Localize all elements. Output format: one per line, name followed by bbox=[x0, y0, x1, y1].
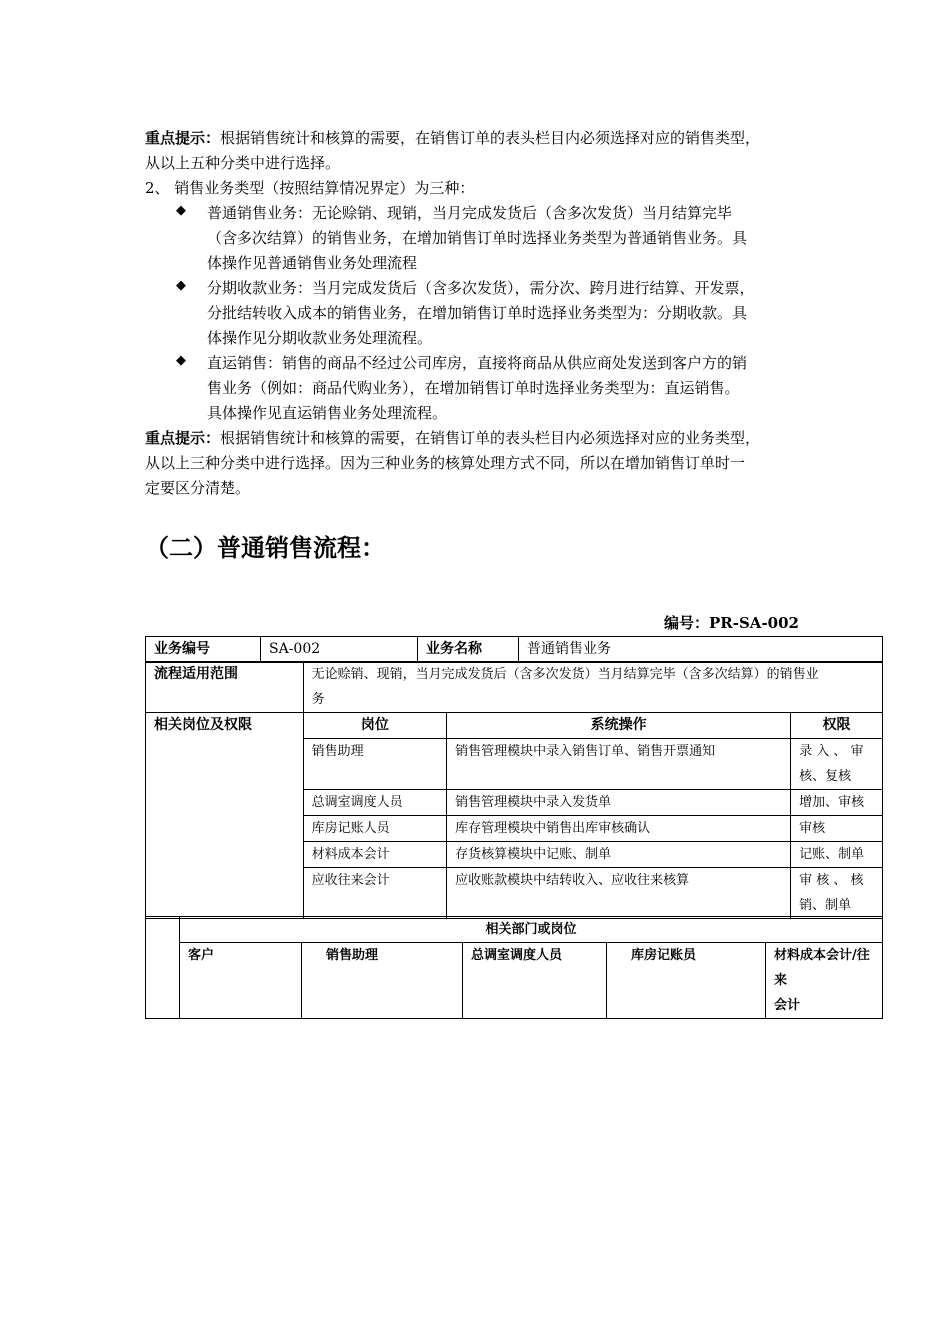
tip1-label: 重点提示： bbox=[145, 129, 221, 147]
tip1-text: 根据销售统计和核算的需要，在销售订单的表头栏目内必须选择对应的销售类型， bbox=[220, 129, 761, 147]
row-post: 库房记账人员 bbox=[303, 816, 447, 842]
dept-dispatcher: 总调室调度人员 bbox=[463, 943, 607, 1019]
dept-flow-table bbox=[145, 916, 883, 1019]
dept-header: 相关部门或岗位 bbox=[180, 917, 883, 943]
scope-value bbox=[303, 662, 882, 713]
row-perm: 记账、制单 bbox=[791, 842, 883, 868]
tip2-line2: 从以上三种分类中进行选择。因为三种业务的核算处理方式不同，所以在增加销售订单时一 bbox=[145, 454, 746, 472]
dept-warehouse-clerk: 库房记账员 bbox=[607, 943, 766, 1019]
bullet-item-3 bbox=[207, 351, 837, 426]
process-roles-table bbox=[145, 661, 883, 919]
dept-accountant-line: 会计 bbox=[774, 998, 801, 1013]
biz-no-value: SA-002 bbox=[261, 637, 418, 663]
biz-name-value: 普通销售业务 bbox=[519, 637, 883, 663]
col-post: 岗位 bbox=[303, 713, 447, 739]
bullet-3-line: 售业务（例如：商品代购业务），在增加销售订单时选择业务类型为：直运销售。 bbox=[207, 379, 740, 397]
dept-accountant bbox=[766, 943, 883, 1019]
biz-no-label: 业务编号 bbox=[146, 637, 261, 663]
bullet-2-line: 分期收款业务：当月完成发货后（含多次发货），需分次、跨月进行结算、开发票， bbox=[207, 279, 755, 297]
bullet-3-line: 直运销售：销售的商品不经过公司库房，直接将商品从供应商处发送到客户方的销 bbox=[207, 354, 748, 372]
tip2-line3: 定要区分清楚。 bbox=[145, 479, 251, 497]
row-op: 存货核算模块中记账、制单 bbox=[447, 842, 791, 868]
bullet-2-line: 体操作见分期收款业务处理流程。 bbox=[207, 329, 433, 347]
col-op: 系统操作 bbox=[447, 713, 791, 739]
dept-customer: 客户 bbox=[180, 943, 302, 1019]
perm-line: 审 核 、 核 bbox=[799, 873, 864, 888]
tip2-text: 根据销售统计和核算的需要，在销售订单的表头栏目内必须选择对应的业务类型， bbox=[220, 429, 761, 447]
row-perm bbox=[791, 868, 883, 919]
row-op: 销售管理模块中录入销售订单、销售开票通知 bbox=[447, 739, 791, 790]
scope-line: 务 bbox=[311, 692, 325, 707]
bullet-1-line: 体操作见普通销售业务处理流程 bbox=[207, 254, 418, 272]
flow-left-margin bbox=[146, 917, 180, 1019]
scope-label: 流程适用范围 bbox=[146, 662, 304, 713]
col-perm: 权限 bbox=[791, 713, 883, 739]
item2-title: 2、 销售业务类型（按照结算情况界定）为三种： bbox=[145, 179, 475, 197]
process-header-table bbox=[145, 636, 883, 663]
perm-line: 录 入 、 审 bbox=[799, 744, 864, 759]
doc-code: 编号：PR-SA-002 bbox=[664, 614, 799, 632]
row-post: 销售助理 bbox=[303, 739, 447, 790]
tip2-label: 重点提示： bbox=[145, 429, 221, 447]
roles-label: 相关岗位及权限 bbox=[146, 713, 304, 919]
row-perm: 增加、审核 bbox=[791, 790, 883, 816]
bullet-1-line: （含多次结算）的销售业务，在增加销售订单时选择业务类型为普通销售业务。具 bbox=[207, 229, 748, 247]
bullet-icon: ◆ bbox=[176, 203, 186, 218]
bullet-icon: ◆ bbox=[176, 278, 186, 293]
row-op: 应收账款模块中结转收入、应收往来核算 bbox=[447, 868, 791, 919]
bullet-2-line: 分批结转收入成本的销售业务，在增加销售订单时选择业务类型为：分期收款。具 bbox=[207, 304, 748, 322]
section-heading: （二）普通销售流程： bbox=[145, 534, 385, 562]
dept-accountant-line: 材料成本会计/往来 bbox=[774, 948, 870, 988]
biz-name-label: 业务名称 bbox=[418, 637, 519, 663]
row-post: 应收往来会计 bbox=[303, 868, 447, 919]
row-op: 库存管理模块中销售出库审核确认 bbox=[447, 816, 791, 842]
bullet-3-line: 具体操作见直运销售业务处理流程。 bbox=[207, 404, 448, 422]
scope-line: 无论赊销、现销，当月完成发货后（含多次发货）当月结算完毕（含多次结算）的销售业 bbox=[311, 667, 819, 682]
tip1-line1 bbox=[145, 126, 835, 151]
tip2-line1 bbox=[145, 426, 835, 451]
bullet-item-1 bbox=[207, 201, 837, 276]
perm-line: 销、制单 bbox=[799, 898, 852, 913]
bullet-item-2 bbox=[207, 276, 837, 351]
tip1-line2: 从以上五种分类中进行选择。 bbox=[145, 154, 341, 172]
row-perm: 审核 bbox=[791, 816, 883, 842]
row-perm bbox=[791, 739, 883, 790]
row-post: 总调室调度人员 bbox=[303, 790, 447, 816]
perm-line: 核、复核 bbox=[799, 769, 852, 784]
row-op: 销售管理模块中录入发货单 bbox=[447, 790, 791, 816]
dept-sales-assistant: 销售助理 bbox=[302, 943, 463, 1019]
bullet-1-line: 普通销售业务：无论赊销、现销，当月完成发货后（含多次发货）当月结算完毕 bbox=[207, 204, 733, 222]
bullet-icon: ◆ bbox=[176, 353, 186, 368]
row-post: 材料成本会计 bbox=[303, 842, 447, 868]
